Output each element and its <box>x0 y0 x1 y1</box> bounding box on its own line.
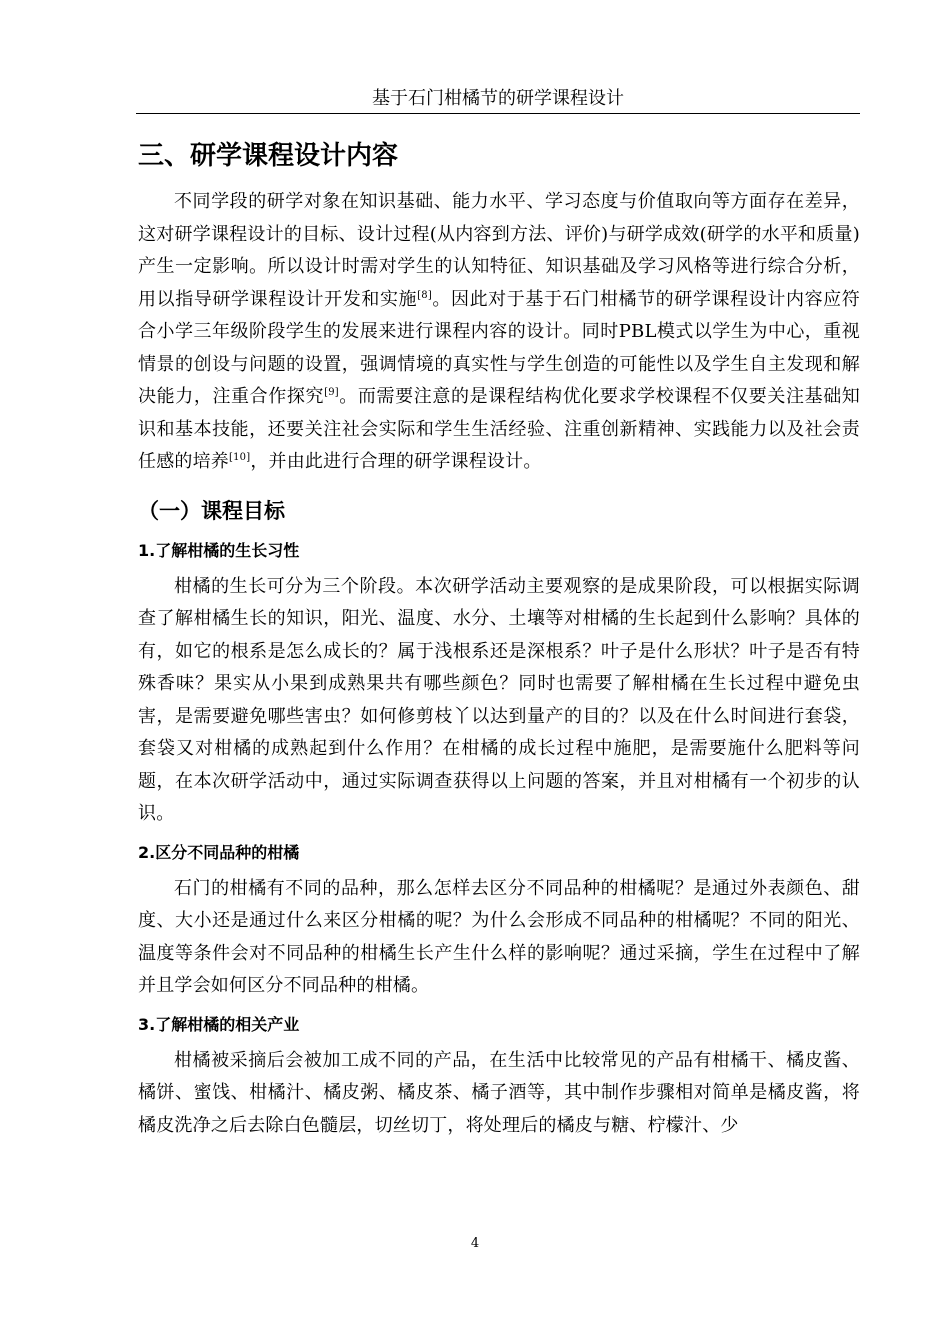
intro-paragraph <box>138 186 860 479</box>
citation-ref-8[interactable]: [8] <box>417 289 432 301</box>
running-header: 基于石门柑橘节的研学课程设计 <box>372 88 624 109</box>
goal-heading-3: 3.了解柑橘的相关产业 <box>138 1014 300 1034</box>
goal-heading-2: 2.区分不同品种的柑橘 <box>138 842 300 862</box>
goal-paragraph-1: 柑橘的生长可分为三个阶段。本次研学活动主要观察的是成果阶段，可以根据实际调查了解柑橘生长的知识，阳光、温度、水分、土壤等对柑橘的生长起到什么影响？具体的有，如它的根系是怎么成长的？属于浅根系还是深根系？叶子是什么形状？叶子是否有特殊香味？果实从小果到成熟果共有哪些颜色？同时也需要了解柑橘在生长过程中避免虫害，是需要避免哪些害虫？如何修剪枝丫以达到量产的目的？以及在什么时间进行套袋，套袋又对柑橘的成熟起到什么作用？在柑橘的成长过程中施肥，是需要施什么肥料等问题，在本次研学活动中，通过实际调查获得以上问题的答案，并且对柑橘有一个初步的认识。 <box>138 575 860 824</box>
header-rule <box>136 113 860 114</box>
goal-heading-1: 1.了解柑橘的生长习性 <box>138 540 300 560</box>
page-number: 4 <box>470 1236 480 1251</box>
citation-ref-9[interactable]: [9] <box>324 387 339 398</box>
goal-paragraph-3: 柑橘被采摘后会被加工成不同的产品，在生活中比较常见的产品有柑橘干、橘皮酱、橘饼、蜜饯、柑橘汁、橘皮粥、橘皮茶、橘子酒等，其中制作步骤相对简单是橘皮酱，将橘皮洗净之后去除白色髓层，切丝切丁，将处理后的橘皮与糖、柠檬汁、少 <box>138 1049 860 1136</box>
goal-paragraph-2: 石门的柑橘有不同的品种，那么怎样去区分不同品种的柑橘呢？是通过外表颜色、甜度、大小还是通过什么来区分柑橘的呢？为什么会形成不同品种的柑橘呢？不同的阳光、温度等条件会对不同品种的柑橘生长产生什么样的影响呢？通过采摘，学生在过程中了解并且学会如何区分不同品种的柑橘。 <box>138 877 860 996</box>
intro-text-1: 不同学段的研学对象在知识基础、能力水平、学习态度与价值取向等方面存在差异，这对研学课程设计的目标、设计过程(从内容到方法、评价)与研学成效(研学的水平和质量)产生一定影响。所以设计时需对学生的认知特征、知识基础及学习风格等进行综合分析，用以指导研学课程设计开发和实施 <box>138 191 860 310</box>
subsection-title: （一）课程目标 <box>138 498 285 523</box>
section-title: 三、研学课程设计内容 <box>138 141 399 171</box>
intro-text-4: ，并由此进行合理的研学课程设计。 <box>250 451 542 472</box>
intro-text-3: 。而需要注意的是课程结构优化要求学校课程不仅要关注基础知识和基本技能，还要关注社会实际和学生生活经验、注重创新精神、实践能力以及社会责任感的培养 <box>138 386 861 472</box>
citation-ref-10[interactable]: [10] <box>229 452 251 463</box>
page-content <box>138 132 860 1150</box>
intro-text-2: 。因此对于基于石门柑橘节的研学课程设计内容应符合小学三年级阶段学生的发展来进行课程内容的设计。同时PBL模式以学生为中心，重视情景的创设与问题的设置，强调情境的真实性与学生创造的可能性以及学生自主发现和解决能力，注重合作探究 <box>138 288 860 407</box>
